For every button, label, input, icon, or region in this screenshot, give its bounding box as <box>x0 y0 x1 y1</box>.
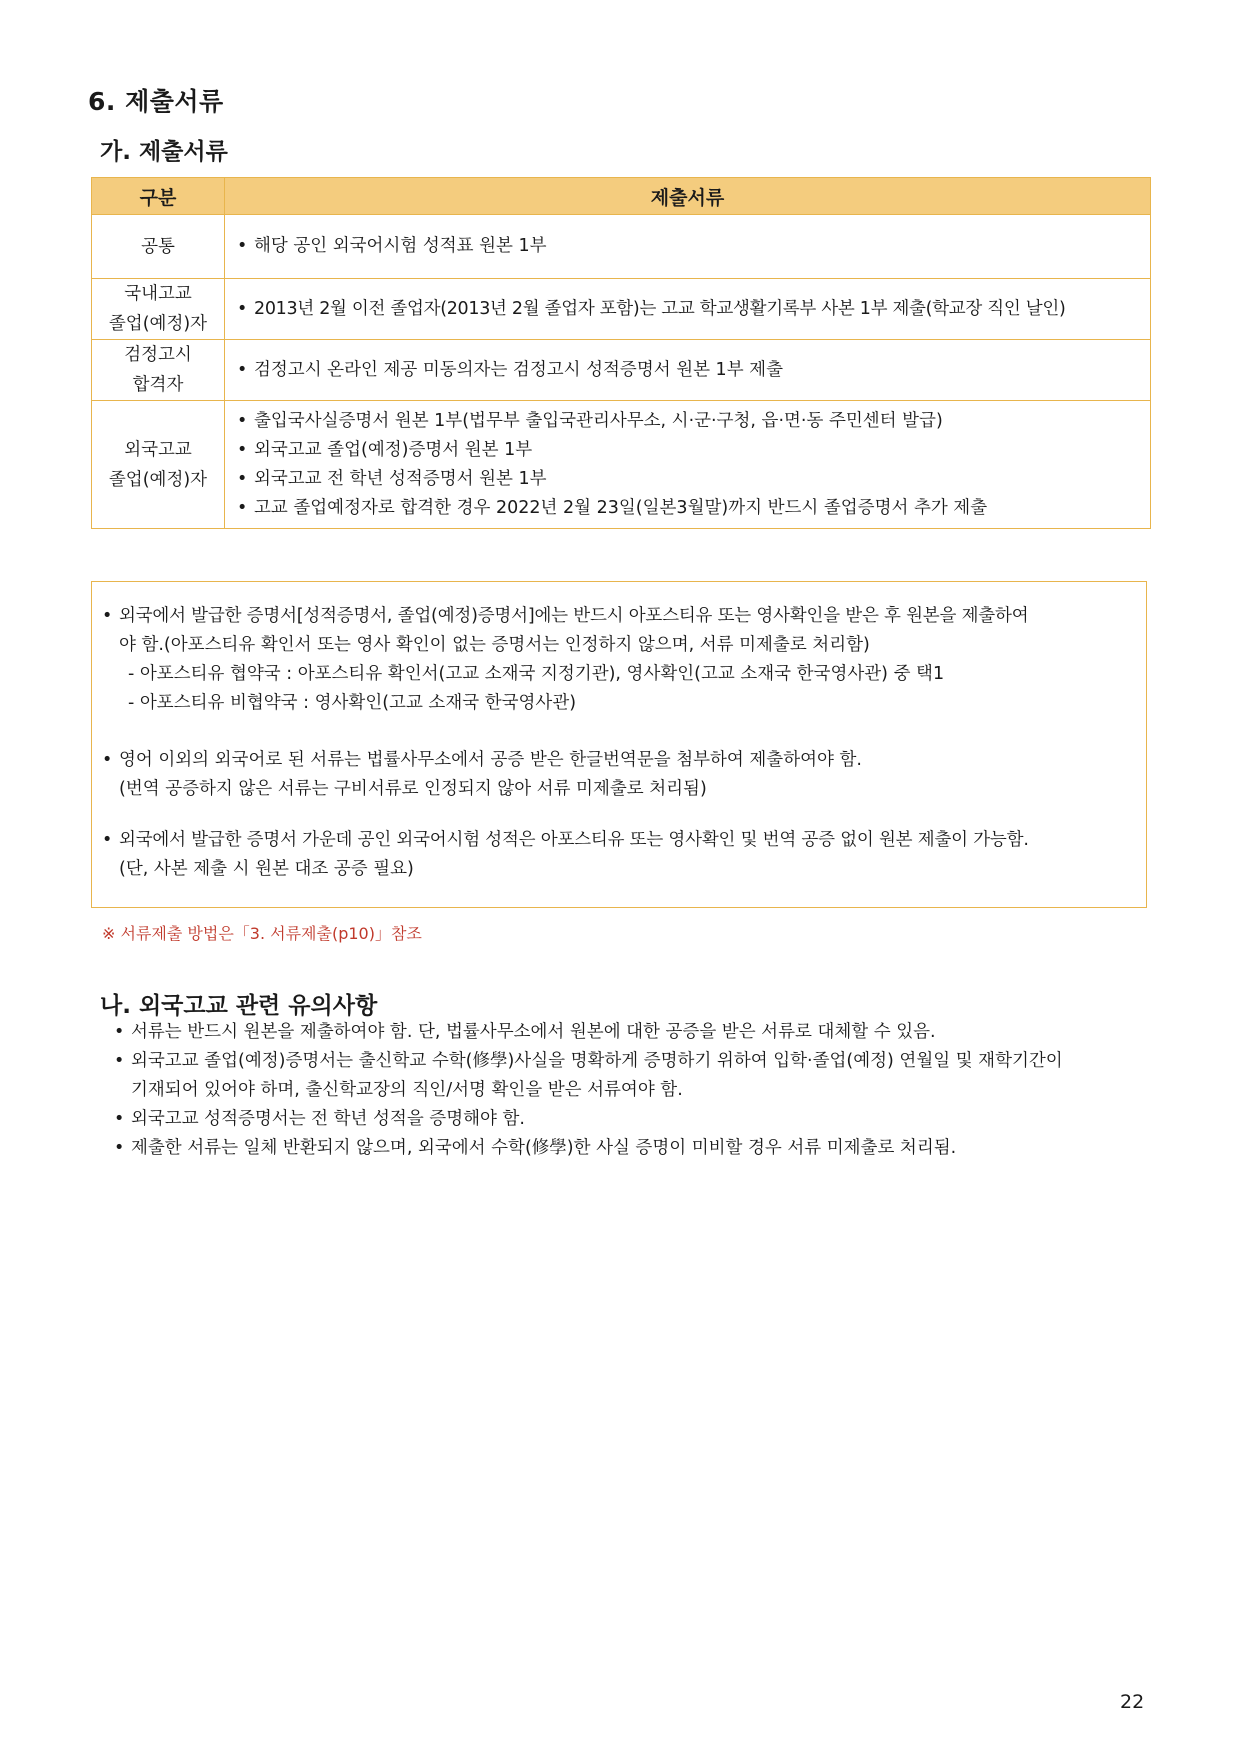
category-line: 외국고교 <box>124 439 192 460</box>
header-documents: 제출서류 <box>225 178 1151 215</box>
subsection-b-title: 나. 외국고교 관련 유의사항 <box>100 993 378 1019</box>
notice-bullet-apostille: • 외국에서 발급한 증명서[성적증명서, 졸업(예정)증명서]에는 반드시 아포스티유 또는 영사확인을 받은 후 원본을 제출하여 야 함.(아포스티유 확인서 또는 영사 확인이 없는 증명서는 인정하지 않으며, 서류 미제출로 처리함) - 아포스티유 협약국 : 아포스티유 확인서(고교 소재국 지정기관), 영사확인(고교 소재국 한국영사관) 중 택1 - 아포스티유 비협약국 : 영사확인(고교 소재국 한국영사관) <box>102 606 1029 713</box>
table-row-domestic <box>92 279 1151 340</box>
document-item: • 2013년 2월 이전 졸업자(2013년 2월 졸업자 포함)는 고교 학교생활기록부 사본 1부 제출(학교장 직인 날인) <box>237 295 1150 324</box>
note-item: • 서류는 반드시 원본을 제출하여야 함. 단, 법률사무소에서 원본에 대한 공증을 받은 서류로 대체할 수 있음. <box>114 1022 936 1042</box>
note-line: 외국고교 성적증명서는 전 학년 성적을 증명해야 함. <box>131 1109 525 1129</box>
category-cell <box>92 340 225 401</box>
notice-line: 외국에서 발급한 증명서 가운데 공인 외국어시험 성적은 아포스티유 또는 영사확인 및 번역 공증 없이 원본 제출이 가능함. <box>119 830 1029 850</box>
documents-cell <box>225 340 1151 401</box>
note-item: • 외국고교 성적증명서는 전 학년 성적을 증명해야 함. <box>114 1109 525 1129</box>
document-item: • 해당 공인 외국어시험 성적표 원본 1부 <box>237 232 1150 261</box>
notice-sub-line: - 아포스티유 비협약국 : 영사확인(고교 소재국 한국영사관) <box>128 693 577 713</box>
document-item: • 고교 졸업예정자로 합격한 경우 2022년 2월 23일(일본3월말)까지 반드시 졸업증명서 추가 제출 <box>237 494 1150 523</box>
category-cell <box>92 401 225 529</box>
category-line: 졸업(예정)자 <box>108 314 208 334</box>
note-line: 기재되어 있어야 하며, 출신학교장의 직인/서명 확인을 받은 서류여야 함. <box>131 1080 683 1100</box>
notice-line: (번역 공증하지 않은 서류는 구비서류로 인정되지 않아 서류 미제출로 처리됨) <box>119 779 707 799</box>
documents-cell <box>225 401 1151 529</box>
notice-sub-line: - 아포스티유 협약국 : 아포스티유 확인서(고교 소재국 지정기관), 영사확인(고교 소재국 한국영사관) 중 택1 <box>128 664 945 684</box>
documents-cell <box>225 279 1151 340</box>
reference-note: ※ 서류제출 방법은「3. 서류제출(p10)」참조 <box>102 924 422 943</box>
note-line: 외국고교 졸업(예정)증명서는 출신학교 수학(修學)사실을 명확하게 증명하기 위하여 입학·졸업(예정) 연월일 및 재학기간이 <box>131 1051 1063 1071</box>
category-line: 국내고교 <box>124 284 192 304</box>
page-number: 22 <box>1120 1691 1145 1713</box>
document-item: • 출입국사실증명서 원본 1부(법무부 출입국관리사무소, 시·군·구청, 읍·면·동 주민센터 발급) <box>237 407 1150 436</box>
documents-cell <box>225 215 1151 279</box>
subsection-a-title: 가. 제출서류 <box>100 139 228 165</box>
category-cell <box>92 279 225 340</box>
category-line: 검정고시 <box>124 345 192 365</box>
category-cell <box>92 215 225 279</box>
notice-line: 외국에서 발급한 증명서[성적증명서, 졸업(예정)증명서]에는 반드시 아포스티유 또는 영사확인을 받은 후 원본을 제출하여 <box>119 606 1029 626</box>
header-category: 구분 <box>92 178 225 215</box>
section-title: 6. 제출서류 <box>88 87 224 116</box>
documents-table <box>91 177 1151 529</box>
document-item: • 외국고교 졸업(예정)증명서 원본 1부 <box>237 436 1150 465</box>
document-item: • 외국고교 전 학년 성적증명서 원본 1부 <box>237 465 1150 494</box>
notice-line: 야 함.(아포스티유 확인서 또는 영사 확인이 없는 증명서는 인정하지 않으며, 서류 미제출로 처리함) <box>119 635 870 655</box>
notice-box <box>91 581 1147 908</box>
category-line: 공통 <box>141 236 175 257</box>
notice-bullet-translation: • 영어 이외의 외국어로 된 서류는 법률사무소에서 공증 받은 한글번역문을 첨부하여 제출하여야 함. (번역 공증하지 않은 서류는 구비서류로 인정되지 않아 서류 미제출로 처리됨) <box>102 750 862 799</box>
notice-line: (단, 사본 제출 시 원본 대조 공증 필요) <box>119 859 414 879</box>
table-row-foreign <box>92 401 1151 529</box>
notice-line: 영어 이외의 외국어로 된 서류는 법률사무소에서 공증 받은 한글번역문을 첨부하여 제출하여야 함. <box>119 750 862 770</box>
note-line: 제출한 서류는 일체 반환되지 않으며, 외국에서 수학(修學)한 사실 증명이 미비할 경우 서류 미제출로 처리됨. <box>131 1138 957 1158</box>
note-item: • 외국고교 졸업(예정)증명서는 출신학교 수학(修學)사실을 명확하게 증명하기 위하여 입학·졸업(예정) 연월일 및 재학기간이 <box>114 1051 1063 1071</box>
note-item: • 제출한 서류는 일체 반환되지 않으며, 외국에서 수학(修學)한 사실 증명이 미비할 경우 서류 미제출로 처리됨. <box>114 1138 957 1158</box>
note-item-continuation <box>114 1076 1063 1105</box>
category-line: 졸업(예정)자 <box>108 469 208 490</box>
document-item: • 검정고시 온라인 제공 미동의자는 검정고시 성적증명서 원본 1부 제출 <box>237 356 1150 385</box>
foreign-school-notes <box>114 1018 1063 1163</box>
table-row-common <box>92 215 1151 279</box>
category-line: 합격자 <box>132 375 184 395</box>
table-header-row <box>92 178 1151 215</box>
table-row-ged <box>92 340 1151 401</box>
notice-bullet-language-test: • 외국에서 발급한 증명서 가운데 공인 외국어시험 성적은 아포스티유 또는 영사확인 및 번역 공증 없이 원본 제출이 가능함. (단, 사본 제출 시 원본 대조 공증 필요) <box>102 830 1029 879</box>
note-line: 서류는 반드시 원본을 제출하여야 함. 단, 법률사무소에서 원본에 대한 공증을 받은 서류로 대체할 수 있음. <box>131 1022 936 1042</box>
